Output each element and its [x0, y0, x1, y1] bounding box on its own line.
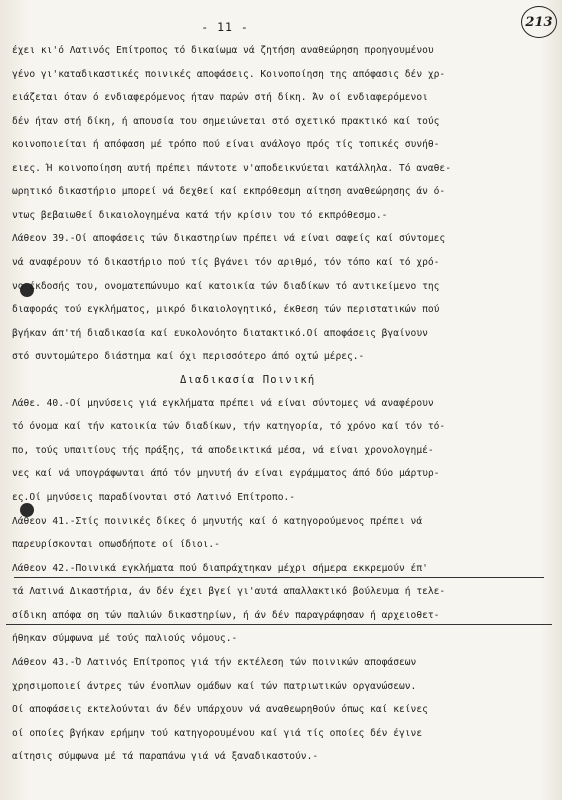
page-number: - 11 -: [201, 20, 249, 34]
text-line: ειάζεται όταν ό ενδιαφερόμενος ήταν παρών στή δίκη. Άν οί ενδιαφερόμενοι: [12, 92, 428, 103]
text-line: έχει κι'ό Λατινός Επίτροπος τό δικαίωμα νά ζητήση αναθεώρηση προηγουμένου: [12, 45, 434, 56]
text-line: νο έκδοσής του, ονοματεπώνυμο καί κατοικία τών διαδίκων τό αντικείμενο της: [12, 281, 440, 292]
underline-rule: [14, 577, 544, 578]
text-line: αίτησις σύμφωνα μέ τά παραπάνω γιά νά ξαναδικαστούν.-: [12, 751, 319, 762]
text-line: διαφοράς τού εγκλήματος, μικρό δικαιολογητικό, έκθεση τών περιστατικών πού: [12, 304, 440, 315]
text-line: τά Λατινά Δικαστήρια, άν δέν έχει βγεί γι'αυτά απαλλακτικό βούλευμα ή τελε-: [12, 586, 446, 597]
text-line: σίδικη απόφα ση τών παλιών δικαστηρίων, ή άν δέν παραγράφησαν ή αρχειοθετ-: [12, 610, 440, 621]
text-line: γένο γι'καταδικαστικές ποινικές αποφάσεις. Κοινοποίηση της απόφασις δέν χρ-: [12, 69, 446, 80]
text-line: ήθηκαν σύμφωνα μέ τούς παλιούς νόμους.-: [12, 633, 238, 644]
archive-stamp: 213: [521, 6, 557, 38]
punch-hole: [20, 503, 34, 517]
underline-rule: [6, 624, 552, 625]
text-line: βγήκαν άπ'τή διαδικασία καί ευκολονόητο διατακτικό.Οί αποφάσεις βγαίνουν: [12, 328, 428, 339]
text-line: οί οποίες βγήκαν ερήμην τού κατηγορουμένου καί γιά τίς οποίες δέν έγινε: [12, 728, 423, 739]
text-line: Λάθεον 43.-Ό Λατινός Επίτροπος γιά τήν εκτέλεση τών ποινικών αποφάσεων: [12, 657, 417, 668]
text-line: χρησιμοποιεί άντρες τών ένοπλων ομάδων καί τών πατριωτικών οργανώσεων.: [12, 681, 417, 692]
text-line: στό συντομώτερο διάστημα καί όχι περισσότερο άπό οχτώ μέρες.-: [12, 351, 365, 362]
text-line: κοινοποιείται ή απόφαση μέ τρόπο πού είναι ανάλογο πρός τίς τοπικές συνήθ-: [12, 139, 440, 150]
text-line: δέν ήταν στή δίκη, ή απουσία του σημειώνεται στό σχετικό πρακτικό καί τούς: [12, 116, 440, 127]
text-line: ωρητικό δικαστήριο μπορεί νά δεχθεί καί εκπρόθεσμη αίτηση αναθεώρησης άν ό-: [12, 186, 446, 197]
text-line: νες καί νά υπογράφωνται άπό τόν μηνυτή άν είναι εγράμματος άπό δύο μάρτυρ-: [12, 468, 440, 479]
text-line: ντως βεβαιωθεί δικαιολογημένα κατά τήν κρίσιν του τό εκπρόθεσμο.-: [12, 210, 388, 221]
text-line: νά αναφέρουν τό δικαστήριο πού τίς βγάνει τόν αριθμό, τόν τόπο καί τό χρό-: [12, 257, 440, 268]
text-line: ες.Οί μηνύσεις παραδίνονται στό Λατινό Επίτροπο.-: [12, 492, 296, 503]
text-line: Λάθεον 39.-Οί αποφάσεις τών δικαστηρίων πρέπει νά είναι σαφείς καί σύντομες: [12, 233, 446, 244]
text-line: Λάθε. 40.-Οί μηνύσεις γιά εγκλήματα πρέπει νά είναι σύντομες νά αναφέρουν: [12, 398, 434, 409]
section-heading: Διαδικασία Ποινική: [180, 374, 316, 386]
text-line: παρευρίσκονται οπωσδήποτε οί ίδιοι.-: [12, 539, 220, 550]
text-line: Οί αποφάσεις εκτελούνται άν δέν υπάρχουν νά αναθεωρηθούν όπως καί κείνες: [12, 704, 428, 715]
text-line: Λάθεον 41.-Στίς ποινικές δίκες ό μηνυτής καί ό κατηγορούμενος πρέπει νά: [12, 516, 423, 527]
text-line: ειες. Ή κοινοποίηση αυτή πρέπει πάντοτε ν'αποδεικνύεται κατάλληλα. Τό αναθε-: [12, 163, 451, 174]
text-line: Λάθεον 42.-Ποινικά εγκλήματα πού διαπράχτηκαν μέχρι σήμερα εκκρεμούν έπ': [12, 563, 428, 574]
text-line: πο, τούς υπαιτίους τής πράξης, τά αποδεικτικά μέσα, νά είναι χρονολογημέ-: [12, 445, 434, 456]
text-line: τό όνομα καί τήν κατοικία τών διαδίκων, τήν κατηγορία, τό χρόνο καί τόν τό-: [12, 421, 446, 432]
